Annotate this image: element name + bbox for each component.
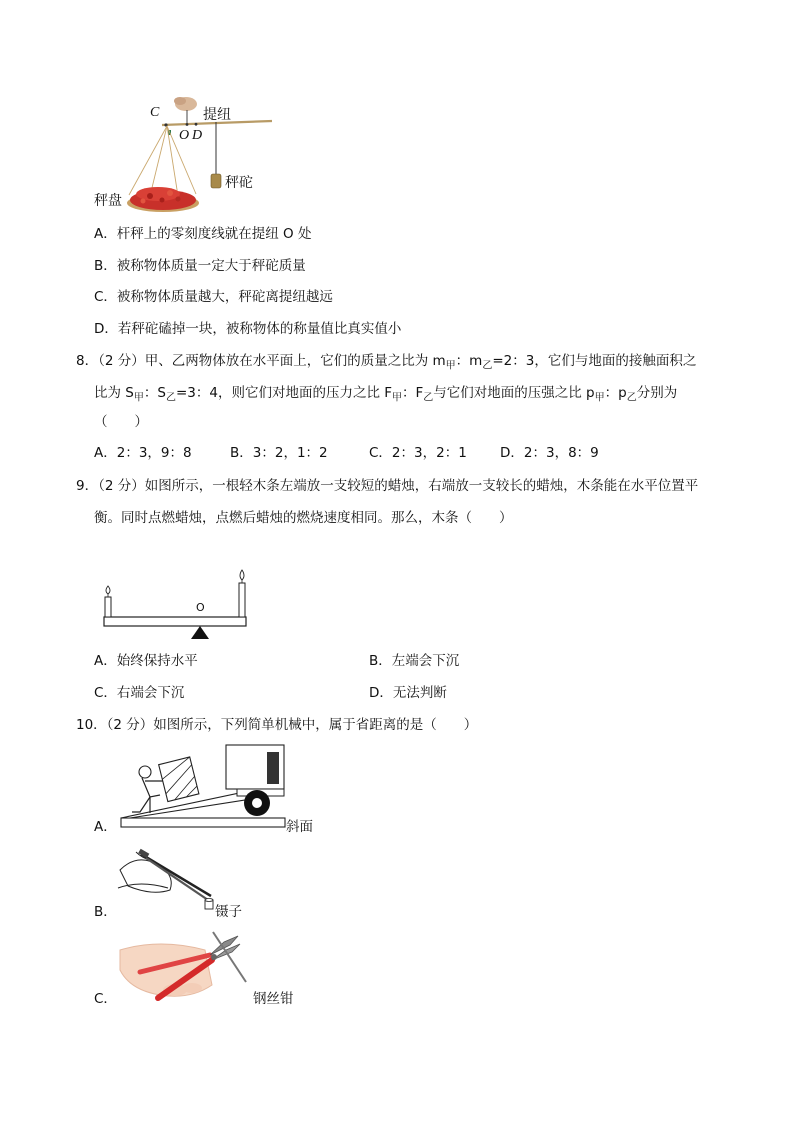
- q9-option-a: A．始终保持水平: [94, 653, 198, 669]
- q7-option-d: D．若秤砣磕掉一块，被称物体的称量值比真实值小: [94, 321, 402, 337]
- q10-option-c-letter: C．: [94, 991, 117, 1007]
- label-string: 提纽: [203, 107, 231, 123]
- q8-option-d: D．2：3，8：9: [500, 445, 599, 461]
- label-pan: 秤盘: [94, 193, 122, 209]
- label-d: D: [192, 128, 203, 143]
- label-weight: 秤砣: [225, 175, 253, 191]
- q8-option-b: B．3：2，1：2: [230, 445, 328, 461]
- q8-option-c: C．2：3，2：1: [369, 445, 467, 461]
- q8-line-1: 8．（2 分）甲、乙两物体放在水平面上，它们的质量之比为 $m_甲$：$m_乙=2$：3，它们与地面的接触面积之: [76, 353, 697, 372]
- q8-answer-bracket: （ ）: [94, 414, 148, 430]
- q10-line-1: 10．（2 分）如图所示，下列简单机械中，属于省距离的是（ ）: [76, 717, 478, 733]
- q9-option-d: D．无法判断: [369, 685, 447, 701]
- label-o: O: [179, 128, 190, 143]
- label-c: C: [150, 105, 160, 120]
- q8-option-a: A．2：3，9：8: [94, 445, 192, 461]
- q9-line-1: 9．（2 分）如图所示，一根轻木条左端放一支较短的蜡烛，右端放一支较长的蜡烛，木条能在水平位置平: [76, 478, 699, 494]
- q10-option-c-label: 钢丝钳: [253, 991, 294, 1007]
- pivot-label: O: [196, 601, 205, 614]
- q9-option-b: B．左端会下沉: [369, 653, 460, 669]
- q7-option-c: C．被称物体质量越大，秤砣离提纽越远: [94, 289, 333, 305]
- q9-line-2: 衡。同时点燃蜡烛，点燃后蜡烛的燃烧速度相同。那么，木条（ ）: [94, 510, 513, 526]
- q9-option-c: C．右端会下沉: [94, 685, 185, 701]
- q10-option-b-letter: B．: [94, 904, 117, 920]
- q7-option-b: B．被称物体质量一定大于秤砣质量: [94, 258, 306, 274]
- q10-option-a-letter: A．: [94, 819, 117, 835]
- q10-option-a-label: 斜面: [286, 819, 313, 835]
- q10-option-b-label: 镊子: [215, 904, 242, 920]
- q8-line-2: 比为 $S_甲$：$S_乙=3$：4，则它们对地面的压力之比 $F_甲$：$F_乙$与它们对地面的压强之比 $p_甲$：$p_乙$分别为: [94, 385, 678, 404]
- q7-option-a: A．杆秤上的零刻度线就在提纽 O 处: [94, 226, 312, 242]
